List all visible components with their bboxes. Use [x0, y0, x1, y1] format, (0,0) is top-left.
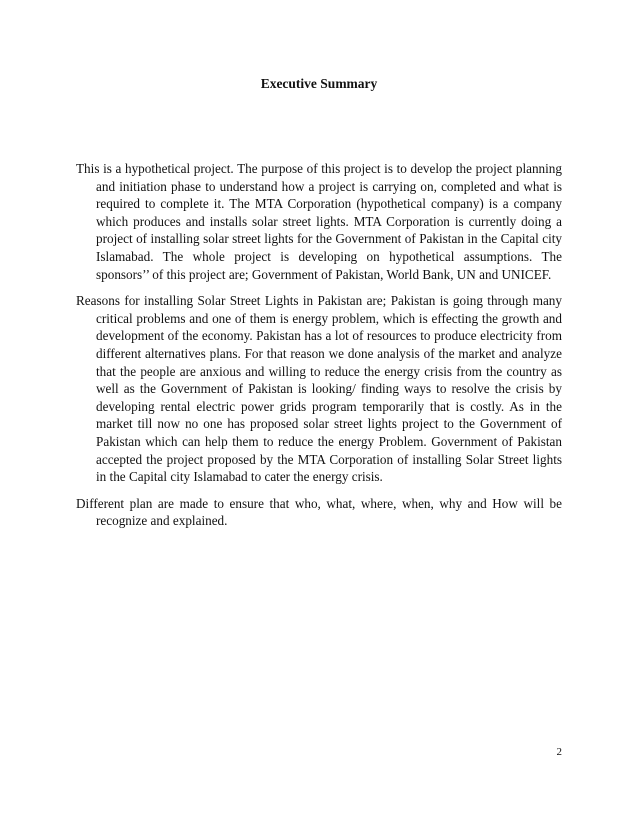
page-number: 2	[556, 746, 562, 758]
paragraph-reasons: Reasons for installing Solar Street Lights in Pakistan are; Pakistan is going through many critical problems and one of them is energy problem, which is effecting the growth and development of the economy. Pakistan has a lot of resources to produce electricity from different alternatives plans. For that reason we done analysis of the market and analyze that the people are anxious and willing to reduce the energy crisis from the country as well as the Government of Pakistan is looking/ finding ways to resolve the crisis by developing rental electric power grids program temporarily that is costly. As in the market till now no one has proposed solar street lights project to the Government of Pakistan which can help them to reduce the energy Problem. Government of Pakistan accepted the project proposed by the MTA Corporation of installing Solar Street lights in the Capital city Islamabad to cater the energy crisis.	[76, 293, 562, 485]
paragraph-intro: This is a hypothetical project. The purpose of this project is to develop the project planning and initiation phase to understand how a project is carrying on, completed and what is required to complete it. The MTA Corporation (hypothetical company) is a company which produces and installs solar street lights. MTA Corporation is currently doing a project of installing solar street lights for the Government of Pakistan in the Capital city Islamabad. The whole project is developing on hypothetical assumptions. The sponsors’’ of this project are; Government of Pakistan, World Bank, UN and UNICEF.	[76, 161, 562, 282]
paragraph-plan: Different plan are made to ensure that who, what, where, when, why and How will be recognize and explained.	[76, 495, 562, 529]
document-body	[76, 160, 562, 539]
page-title: Executive Summary	[260, 76, 378, 91]
